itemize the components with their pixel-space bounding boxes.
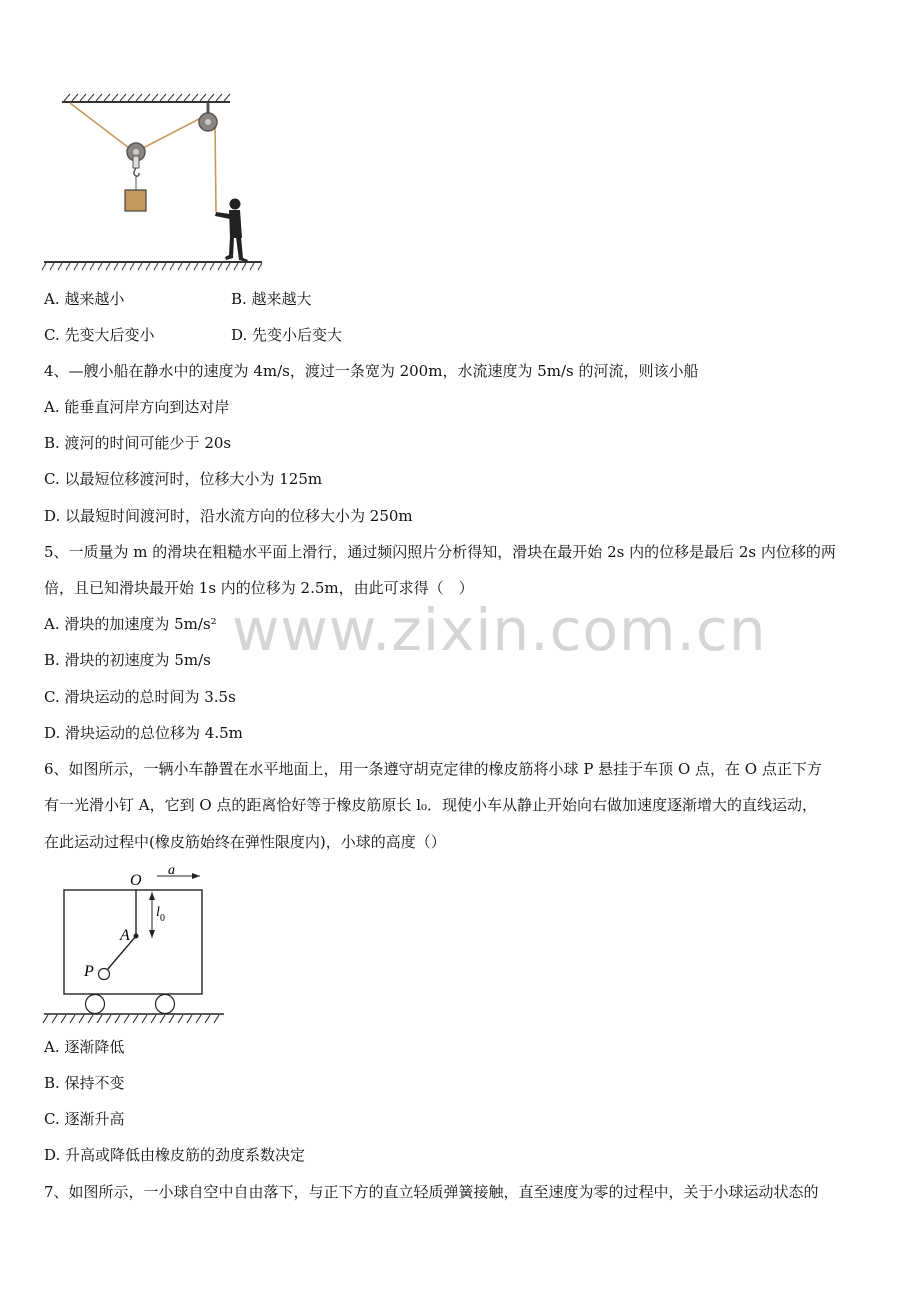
q5-option-a: A. 滑块的加速度为 5m/s² (44, 615, 217, 633)
q6-stem-line2: 有一光滑小钉 A，它到 O 点的距离恰好等于橡皮筋原长 l₀．现使小车从静止开始向右做加速度逐渐增大的直线运动， (44, 796, 818, 814)
q3-option-b: B. 越来越大 (231, 290, 312, 308)
q5-option-b: B. 滑块的初速度为 5m/s (44, 651, 211, 669)
pulley-figure (40, 92, 270, 274)
q3-option-c: C. 先变大后变小 (44, 326, 155, 344)
q6-stem-line1: 6、如图所示，一辆小车静置在水平地面上，用一条遵守胡克定律的橡皮筋将小球 P 悬挂于车顶 O 点，在 O 点正下方 (44, 760, 822, 778)
q6-option-c: C. 逐渐升高 (44, 1110, 125, 1128)
q4-option-b: B. 渡河的时间可能少于 20s (44, 434, 232, 452)
label-l0-sub: 0 (160, 913, 165, 924)
q5-stem-line2: 倍，且已知滑块最开始 1s 内的位移为 2.5m，由此可求得（ ） (44, 579, 474, 597)
q6-option-d: D. 升高或降低由橡皮筋的劲度系数决定 (44, 1146, 306, 1164)
cart-figure (40, 858, 230, 1028)
q4-option-c: C. 以最短位移渡河时，位移大小为 125m (44, 470, 323, 488)
label-nail-a: A (120, 927, 130, 944)
q4-option-a: A. 能垂直河岸方向到达对岸 (44, 398, 230, 416)
q4-option-d: D. 以最短时间渡河时，沿水流方向的位移大小为 250m (44, 507, 413, 525)
q3-option-a: A. 越来越小 (44, 290, 125, 308)
q7-stem-line1: 7、如图所示，一小球自空中自由落下，与正下方的直立轻质弹簧接触，直至速度为零的过程中，关于小球运动状态的 (44, 1183, 819, 1201)
label-o: O (130, 872, 142, 889)
label-p: P (84, 963, 94, 980)
q3-option-d: D. 先变小后变大 (231, 326, 343, 344)
label-a: a (168, 863, 175, 878)
q5-stem-line1: 5、一质量为 m 的滑块在粗糙水平面上滑行，通过频闪照片分析得知，滑块在最开始 2s 内的位移是最后 2s 内位移的两 (44, 543, 836, 561)
q6-stem-line3: 在此运动过程中(橡皮筋始终在弹性限度内)，小球的高度（） (44, 833, 446, 851)
watermark: www.zixin.com.cn (232, 596, 767, 664)
q5-option-d: D. 滑块运动的总位移为 4.5m (44, 724, 243, 742)
q6-option-a: A. 逐渐降低 (44, 1038, 125, 1056)
q6-option-b: B. 保持不变 (44, 1074, 125, 1092)
label-l0: l (156, 905, 160, 920)
q4-stem: 4、—艘小船在静水中的速度为 4m/s，渡过一条宽为 200m，水流速度为 5m/s 的河流，则该小船 (44, 362, 699, 380)
q5-option-c: C. 滑块运动的总时间为 3.5s (44, 688, 236, 706)
